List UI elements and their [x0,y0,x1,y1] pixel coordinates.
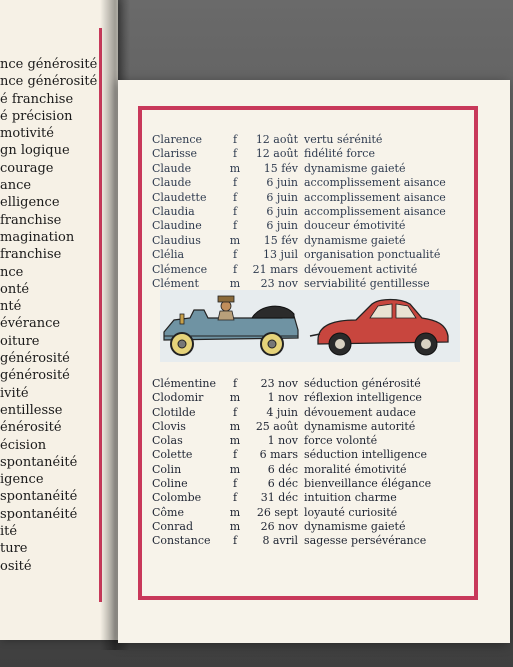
feast-date: 6 juin [266,219,298,233]
feast-date: 15 fév [263,161,298,175]
feast-date: 1 nov [267,391,298,405]
upper-name-list [152,133,472,291]
left-page-word: é franchise [0,91,74,107]
gender-mark: m [229,161,241,175]
name-row [152,377,472,391]
feast-date: 12 août [255,147,298,161]
name-row [152,263,472,277]
left-page-word: oiture [0,333,40,349]
first-name: Colombe [152,491,202,505]
first-name: Clément [152,276,199,290]
gender-mark: m [229,233,241,247]
name-row [152,248,472,262]
character-traits: accomplissement aisance [304,190,446,204]
gender-mark: m [229,519,241,533]
character-traits: loyauté curiosité [304,505,398,519]
left-page-word: nce [0,264,24,280]
name-row [152,205,472,219]
gender-mark: m [229,462,241,476]
first-name: Colas [152,434,183,448]
gender-mark: f [232,204,238,218]
gender-mark: f [232,219,238,233]
name-row [152,176,472,190]
left-page-word: ité [0,524,18,540]
first-name: Clodomir [152,391,204,405]
feast-date: 25 août [255,419,298,433]
left-page-word: osité [0,558,32,574]
character-traits: force volonté [304,434,378,448]
left-page-word: onté [0,281,30,297]
feast-date: 13 juil [262,248,298,262]
character-traits: réflexion intelligence [304,391,422,405]
character-traits: dynamisme gaieté [304,233,406,247]
name-row [152,506,472,520]
name-row [152,234,472,248]
name-row [152,534,472,548]
right-page [118,80,510,643]
name-row [152,491,472,505]
name-row [152,147,472,161]
name-row [152,133,472,147]
character-traits: dynamisme autorité [304,419,416,433]
first-name: Clotilde [152,405,196,419]
name-row [152,448,472,462]
first-name: Claudette [152,190,207,204]
gender-mark: m [229,434,241,448]
name-row [152,162,472,176]
first-name: Clarence [152,133,203,146]
name-row [152,406,472,420]
name-row [152,191,472,205]
left-page-word: nté [0,299,22,315]
gender-mark: f [232,133,238,146]
left-page-word: gn logique [0,143,70,159]
left-page-word: franchise [0,247,62,263]
character-traits: intuition charme [304,491,397,505]
character-traits: serviabilité gentillesse [304,276,430,290]
feast-date: 6 juin [266,176,298,190]
gender-mark: f [232,190,238,204]
first-name: Claudius [152,233,201,247]
car-illustration [160,290,460,362]
left-page-word: ance [0,178,32,194]
first-name: Clémentine [152,377,217,390]
left-page-word: entillesse [0,402,63,418]
feast-date: 6 juin [266,204,298,218]
left-page-word: générosité [0,368,70,384]
gender-mark: f [232,147,238,161]
left-page-words [0,56,100,575]
character-traits: séduction intelligence [304,448,427,462]
left-page-word: énérosité [0,420,62,436]
feast-date: 23 nov [260,377,298,390]
feast-date: 6 mars [259,448,298,462]
first-name: Clélia [152,248,185,262]
first-name: Claudia [152,204,195,218]
touring-car-image [164,296,298,355]
first-name: Coline [152,477,188,491]
coupe-car-image [310,300,448,356]
character-traits: séduction générosité [304,377,421,390]
lower-name-list [152,377,472,549]
feast-date: 6 déc [267,462,298,476]
name-row [152,477,472,491]
left-page-word: générosité [0,351,70,367]
gender-mark: f [232,405,238,419]
character-traits: moralité émotivité [304,462,407,476]
left-page-word: elligence [0,195,60,211]
character-traits: dévouement activité [304,262,418,276]
feast-date: 6 déc [267,477,298,491]
character-traits: accomplissement aisance [304,204,446,218]
first-name: Clovis [152,419,186,433]
left-page-word: spontanéité [0,454,78,470]
name-row [152,434,472,448]
cars-drawing [160,290,460,362]
gender-mark: m [229,419,241,433]
feast-date: 15 fév [263,233,298,247]
feast-date: 26 sept [256,505,298,519]
left-page-word: magination [0,229,75,245]
first-name: Claudine [152,219,202,233]
character-traits: bienveillance élégance [304,477,432,491]
first-name: Claude [152,176,192,190]
feast-date: 4 juin [266,405,298,419]
character-traits: organisation ponctualité [304,248,441,262]
gender-mark: f [232,176,238,190]
feast-date: 8 avril [262,534,298,548]
feast-date: 6 juin [266,190,298,204]
left-page-word: ivité [0,385,29,401]
left-page-word: spontanéité [0,489,78,505]
character-traits: dévouement audace [304,405,416,419]
left-page-word: nce générosité [0,74,98,90]
gender-mark: f [232,448,238,462]
character-traits: dynamisme gaieté [304,161,406,175]
left-page-word: écision [0,437,47,453]
name-row [152,420,472,434]
feast-date: 1 nov [267,434,298,448]
feast-date: 23 nov [260,276,298,290]
name-row [152,520,472,534]
name-row [152,391,472,405]
gender-mark: m [229,276,241,290]
left-page-word: évérance [0,316,61,332]
first-name: Claude [152,161,192,175]
gender-mark: m [229,391,241,405]
left-page-word: é précision [0,108,73,124]
character-traits: dynamisme gaieté [304,519,406,533]
first-name: Côme [152,505,184,519]
first-name: Colette [152,448,193,462]
first-name: Constance [152,534,211,548]
left-page-word: spontanéité [0,506,78,522]
first-name: Clarisse [152,147,198,161]
character-traits: sagesse persévérance [304,534,427,548]
left-page-word: nce générosité [0,57,98,72]
gender-mark: f [232,377,238,390]
first-name: Colin [152,462,182,476]
gender-mark: f [232,248,238,262]
feast-date: 26 nov [260,519,298,533]
feast-date: 21 mars [252,262,298,276]
gender-mark: m [229,505,241,519]
first-name: Clémence [152,262,208,276]
name-row [152,219,472,233]
left-page-word: franchise [0,212,62,228]
feast-date: 12 août [255,133,298,146]
gender-mark: f [232,491,238,505]
left-page-word: courage [0,160,54,176]
first-name: Conrad [152,519,193,533]
character-traits: fidélité force [304,147,375,161]
left-page-word: igence [0,472,44,488]
character-traits: vertu sérénité [304,133,383,146]
gender-mark: f [232,534,238,548]
gender-mark: f [232,477,238,491]
left-page-word: motivité [0,126,54,142]
character-traits: accomplissement aisance [304,176,446,190]
character-traits: douceur émotivité [304,219,406,233]
left-page-word: ture [0,541,28,557]
name-row [152,463,472,477]
feast-date: 31 déc [260,491,298,505]
gender-mark: f [232,262,238,276]
